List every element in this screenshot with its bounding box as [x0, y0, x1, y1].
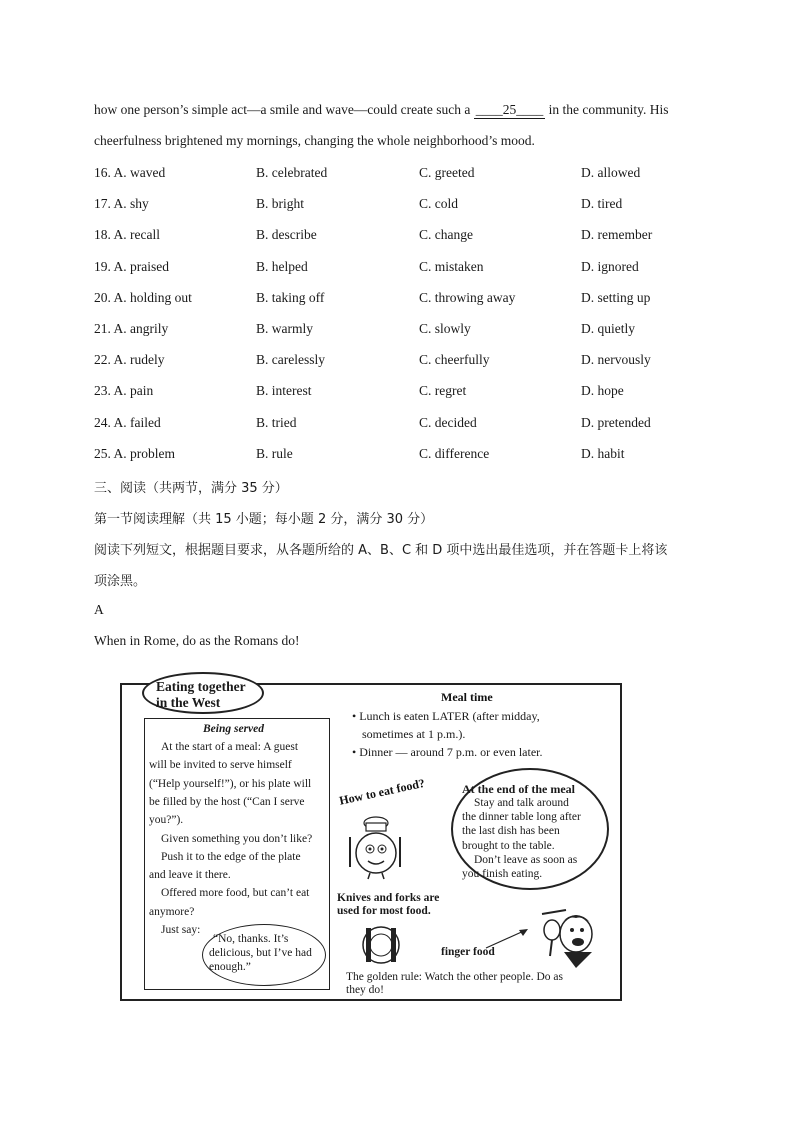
end-of-meal-line: the last dish has been — [462, 825, 560, 838]
finger-food-label: finger food — [441, 946, 495, 958]
speech-bubble — [202, 924, 326, 986]
question-row — [94, 383, 714, 403]
being-served-line: you?”). — [149, 814, 184, 827]
option-d: D. remember — [581, 227, 653, 243]
bubble-line: “No, thanks. It’s — [213, 933, 289, 945]
motto: When in Rome, do as the Romans do! — [94, 633, 300, 648]
option-d: D. nervously — [581, 352, 651, 368]
instruction-line-2: 项涂黑。 — [94, 574, 147, 589]
option-b: B. rule — [256, 445, 293, 461]
section-heading: 三、阅读（共两节，满分 35 分） — [94, 481, 288, 496]
option-c: C. difference — [419, 445, 490, 461]
part-label: A — [94, 602, 104, 617]
bubble-line: enough.” — [209, 961, 251, 973]
option-c: C. regret — [419, 383, 467, 399]
option-b: B. interest — [256, 383, 312, 399]
option-b: B. celebrated — [256, 165, 328, 180]
question-row — [94, 227, 714, 247]
option-a: 16. A. waved — [94, 165, 166, 180]
option-a: 25. A. problem — [94, 445, 175, 461]
end-of-meal-line: the dinner table long after — [462, 811, 581, 824]
option-d: D. hope — [581, 383, 624, 399]
passage-text: in the community. His — [545, 102, 669, 117]
option-c: C. change — [419, 227, 473, 243]
man-eating-icon — [536, 908, 602, 970]
passage-text: how one person’s simple act—a smile and wave—could create such a — [94, 102, 474, 117]
meal-time-line: • Dinner — around 7 p.m. or even later. — [352, 745, 543, 759]
option-b: B. warmly — [256, 321, 313, 336]
option-d: D. pretended — [581, 414, 651, 430]
end-of-meal-line: Stay and talk around — [474, 797, 569, 809]
end-of-meal-heading: At the end of the meal — [462, 782, 575, 796]
option-a: 20. A. holding out — [94, 289, 192, 305]
knives-line: used for most food. — [337, 905, 431, 917]
option-d: D. tired — [581, 196, 623, 212]
question-row — [94, 446, 714, 466]
question-row — [94, 290, 714, 310]
poster-title: Eating together in the West — [142, 672, 264, 714]
option-c: C. cold — [419, 196, 458, 212]
how-to-eat-label: How to eat food? — [338, 775, 427, 808]
option-d: D. allowed — [581, 165, 641, 180]
question-row — [94, 415, 714, 435]
option-d: D. setting up — [581, 289, 651, 305]
question-row — [94, 321, 714, 341]
plate-knife-fork-icon — [358, 922, 404, 968]
option-a: 23. A. pain — [94, 383, 154, 399]
question-row — [94, 259, 714, 279]
instruction-line-1: 阅读下列短文，根据题目要求，从各题所给的 A、B、C 和 D 项中选出最佳选项，并在答题卡上将该 — [94, 543, 668, 558]
being-served-line: Given something you don’t like? — [161, 832, 313, 845]
being-served-line: anymore? — [149, 905, 195, 918]
option-a: 24. A. failed — [94, 414, 161, 430]
end-of-meal-oval — [451, 768, 609, 890]
being-served-heading: Being served — [203, 723, 265, 735]
question-row — [94, 352, 714, 372]
blank-25: ____25____ — [475, 102, 544, 117]
end-of-meal-line: Don’t leave as soon as — [474, 853, 578, 866]
option-c: C. mistaken — [419, 258, 484, 274]
bubble-line: delicious, but I’ve had — [209, 947, 312, 959]
being-served-line: Push it to the edge of the plate — [161, 850, 301, 863]
option-c: C. decided — [419, 414, 477, 430]
option-b: B. taking off — [256, 289, 325, 305]
golden-rule-line: they do! — [346, 984, 385, 996]
being-served-line: (“Help yourself!”), or his plate will — [149, 777, 312, 790]
being-served-line: Offered more food, but can’t eat — [161, 887, 310, 900]
option-d: D. ignored — [581, 258, 639, 274]
option-c: C. throwing away — [419, 289, 516, 305]
option-c: C. cheerfully — [419, 352, 490, 368]
meal-time-heading: Meal time — [441, 690, 493, 704]
option-c: C. greeted — [419, 165, 475, 180]
option-c: C. slowly — [419, 321, 471, 336]
question-row — [94, 165, 714, 185]
being-served-line: and leave it there. — [149, 869, 231, 882]
being-served-line: At the start of a meal: A guest — [161, 741, 299, 753]
option-a: 22. A. rudely — [94, 352, 165, 368]
knives-line: Knives and forks are — [337, 892, 440, 904]
option-b: B. carelessly — [256, 352, 325, 368]
option-b: B. helped — [256, 258, 308, 274]
meal-time-line: • Lunch is eaten LATER (after midday, — [352, 709, 540, 723]
meal-time-line: sometimes at 1 p.m.). — [362, 727, 466, 741]
option-d: D. habit — [581, 445, 625, 461]
section-subheading: 第一节阅读理解（共 15 小题；每小题 2 分，满分 30 分） — [94, 512, 434, 527]
end-of-meal-line: brought to the table. — [462, 839, 555, 852]
being-served-line: will be invited to serve himself — [149, 759, 292, 772]
option-b: B. bright — [256, 196, 305, 212]
option-a: 21. A. angrily — [94, 321, 169, 336]
end-of-meal-line: you finish eating. — [462, 868, 543, 880]
option-a: 18. A. recall — [94, 227, 160, 243]
golden-rule-line: The golden rule: Watch the other people. Do as — [346, 971, 563, 983]
option-b: B. tried — [256, 414, 297, 430]
option-b: B. describe — [256, 227, 317, 243]
being-served-line: Just say: — [161, 924, 201, 936]
option-a: 19. A. praised — [94, 258, 169, 274]
passage-line-2: cheerfulness brightened my mornings, changing the whole neighborhood’s mood. — [94, 133, 535, 148]
question-row — [94, 196, 714, 216]
being-served-line: be filled by the host (“Can I serve — [149, 795, 305, 808]
option-a: 17. A. shy — [94, 196, 149, 212]
plate-character-icon — [344, 815, 404, 881]
passage-line-1 — [94, 102, 669, 119]
option-d: D. quietly — [581, 321, 635, 336]
arrow-icon — [484, 924, 532, 952]
